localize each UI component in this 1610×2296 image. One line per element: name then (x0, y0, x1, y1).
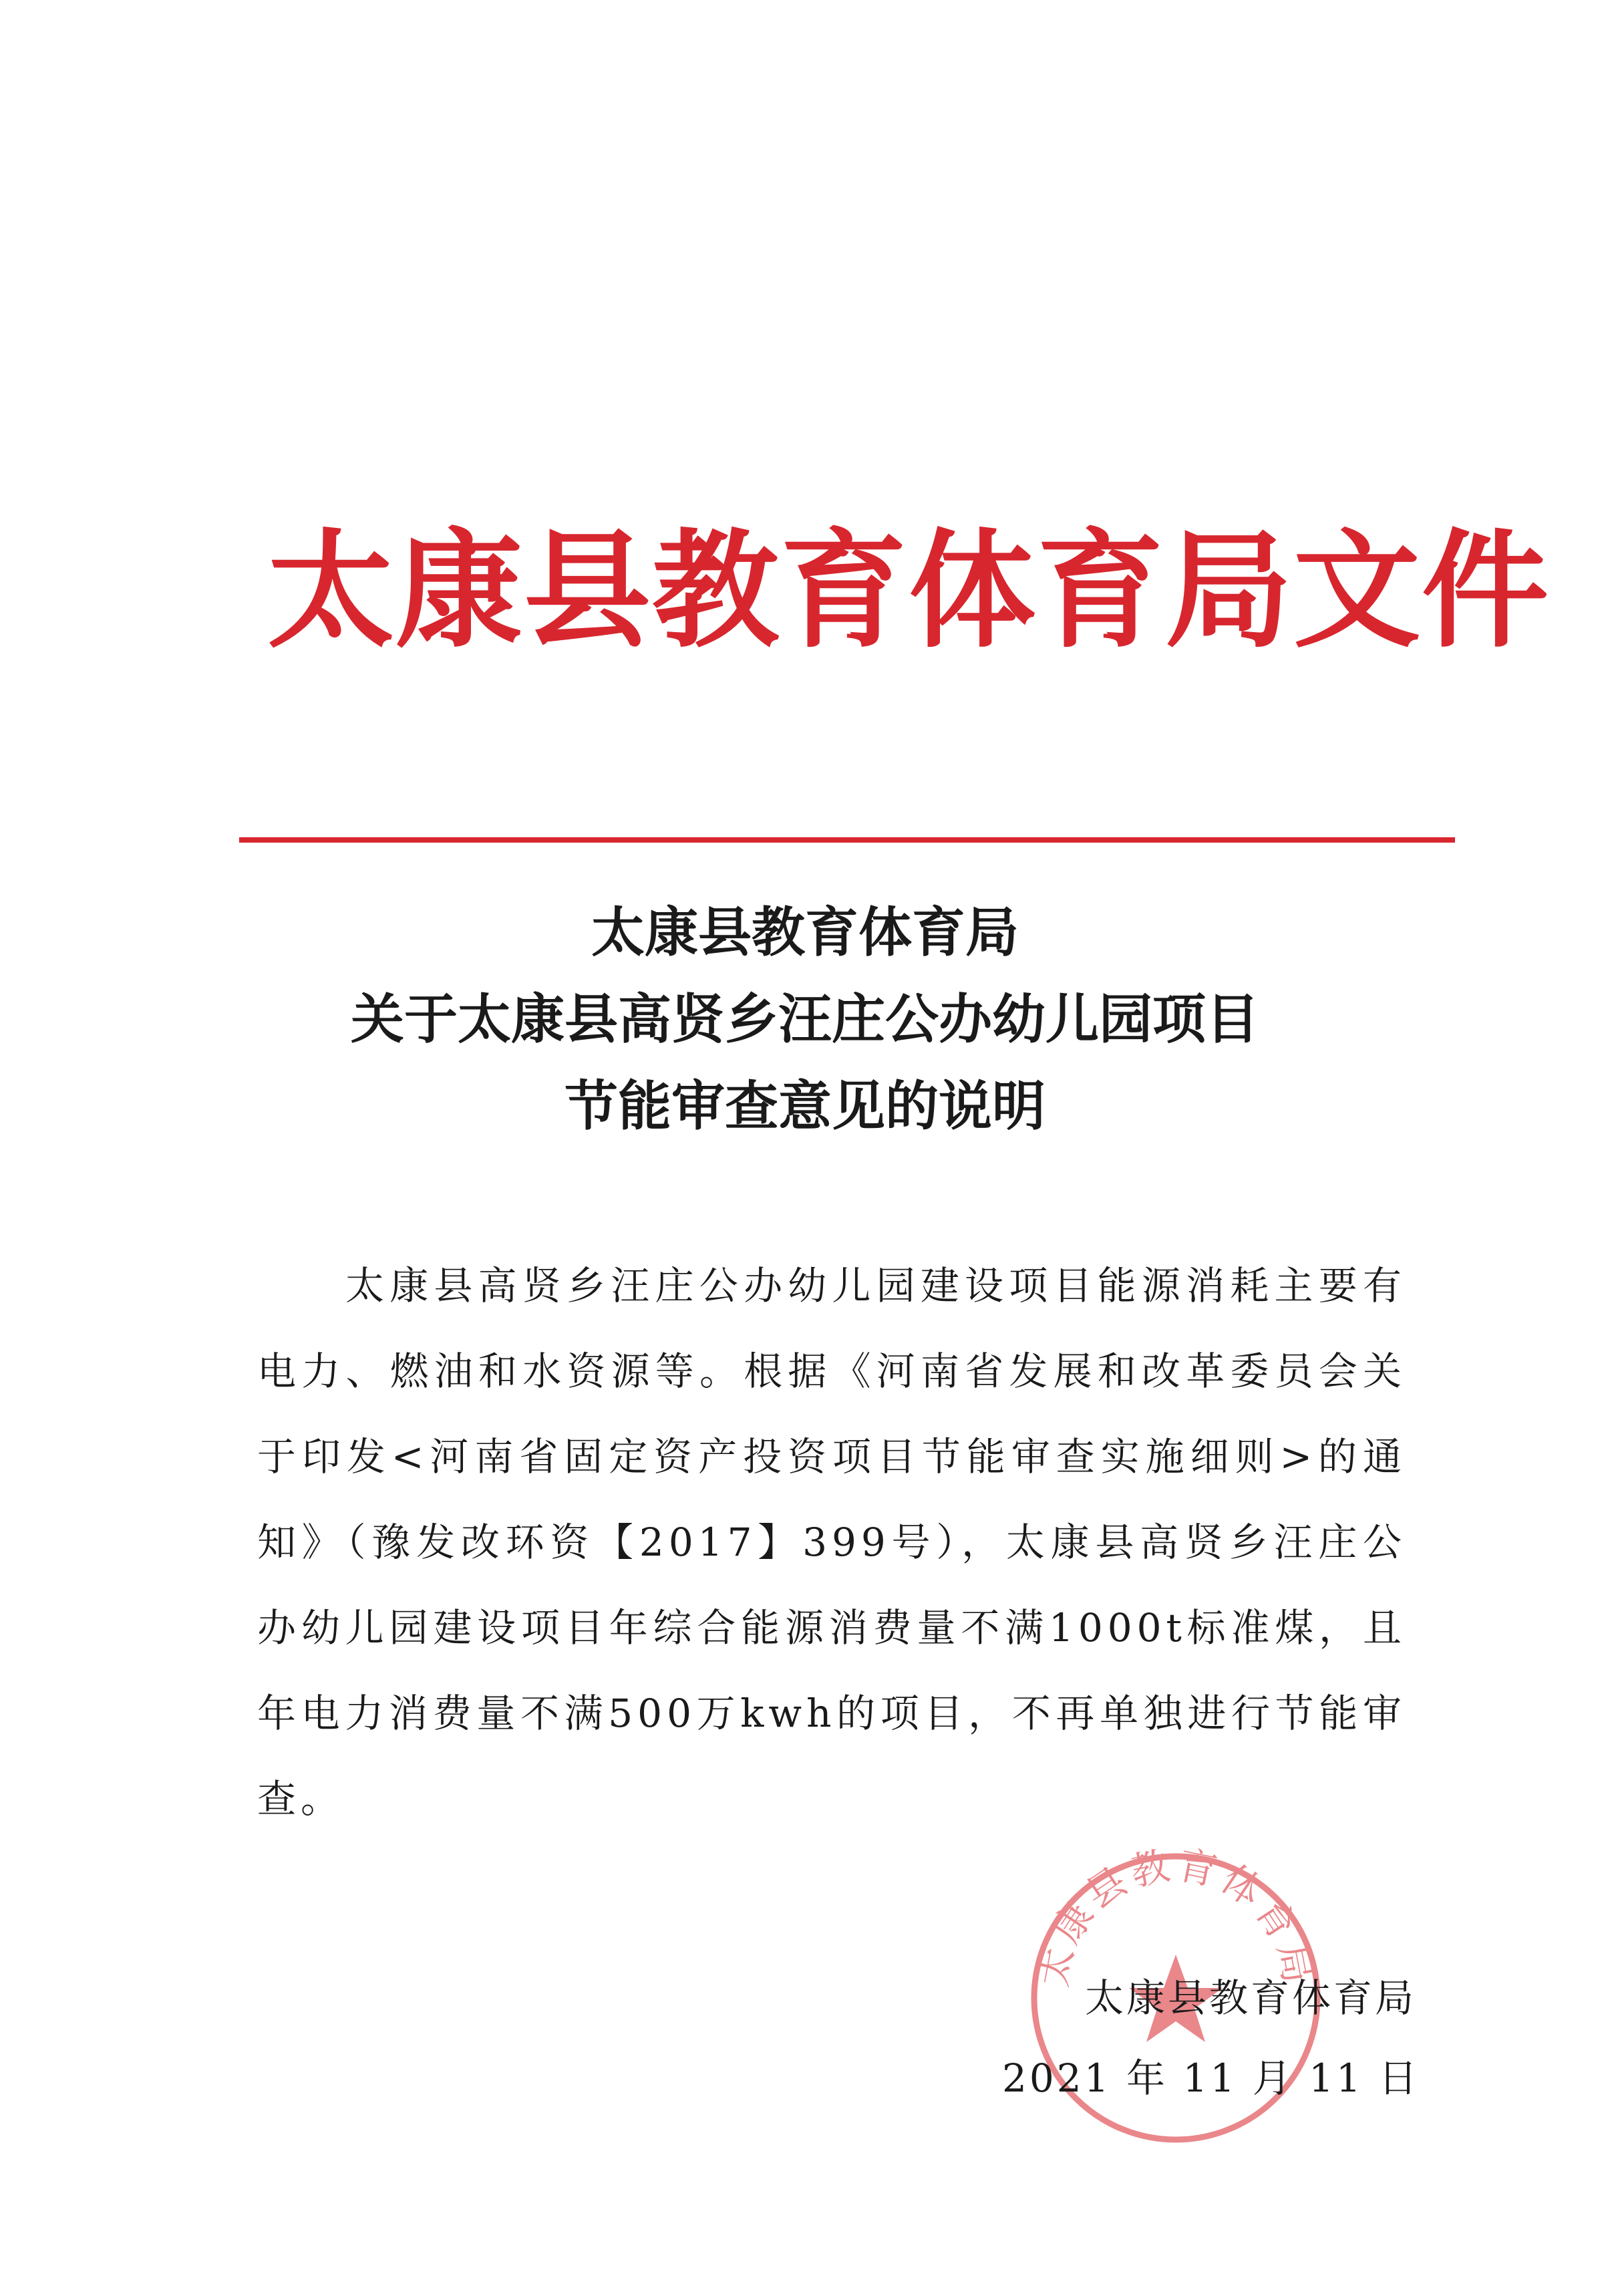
document-title-line-1: 太康县教育体育局 (591, 901, 1019, 964)
seal-ring-text: 太康县教育体育局 (1029, 1844, 1322, 1991)
issuer-header-title: 太康县教育体育局文件 (267, 517, 1551, 665)
signature-organization: 太康县教育体育局 (1084, 1975, 1416, 2021)
signature-date: 2021 年 11 月 11 日 (1002, 2055, 1420, 2101)
red-divider-line (239, 837, 1455, 843)
document-title-line-2: 关于太康县高贤乡汪庄公办幼儿园项目 (351, 988, 1259, 1050)
document-body (257, 1243, 1406, 1842)
body-paragraph: 太康县高贤乡汪庄公办幼儿园建设项目能源消耗主要有电力、燃油和水资源等。根据《河南省发展和改革委员会关于印发<河南省固定资产投资项目节能审查实施细则>的通知》（豫发改环资【2017】399号），太康县高贤乡汪庄公办幼儿园建设项目年综合能源消费量不满1000t标准煤，且年电力消费量不满500万kwh的项目，不再单独进行节能审查。 (257, 1263, 1406, 1822)
document-title-line-3: 节能审查意见的说明 (565, 1074, 1045, 1137)
document-title (0, 889, 1610, 1149)
signature-block (1002, 1958, 1420, 2118)
